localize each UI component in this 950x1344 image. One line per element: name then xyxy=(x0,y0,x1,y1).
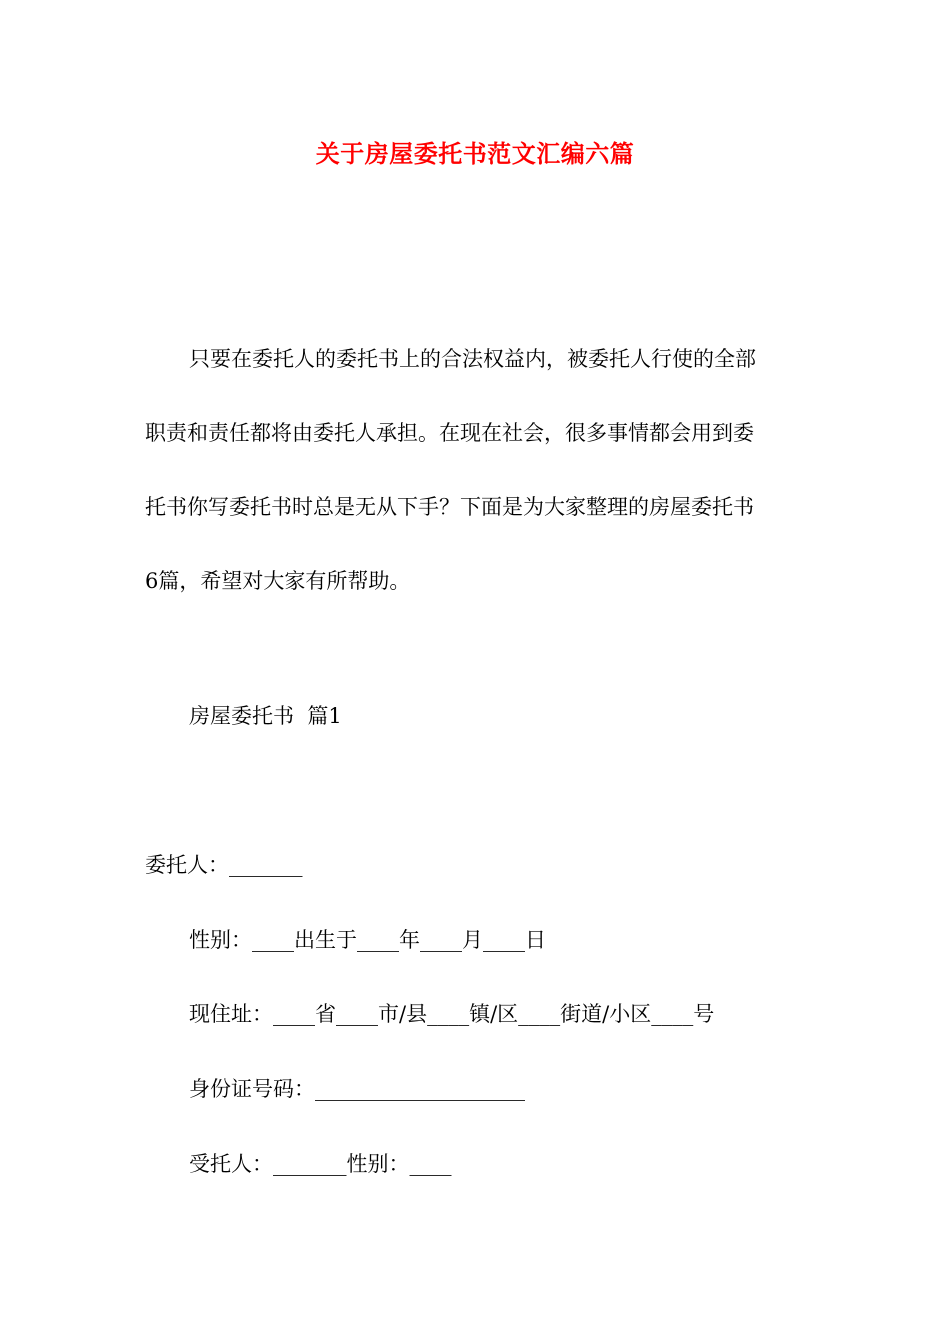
principal-field: 委托人：_______ xyxy=(145,853,303,877)
intro-line: 托书你写委托书时总是无从下手？下面是为大家整理的房屋委托书 xyxy=(145,495,754,519)
intro-line: 职责和责任都将由委托人承担。在现在社会，很多事情都会用到委 xyxy=(145,421,754,445)
address-field: 现住址：____省____市/县____镇/区____街道/小区____号 xyxy=(189,1002,715,1026)
section-heading: 房屋委托书 篇1 xyxy=(189,704,342,728)
intro-line: 只要在委托人的委托书上的合法权益内，被委托人行使的全部 xyxy=(189,347,756,371)
id-number-field: 身份证号码：____________________ xyxy=(189,1077,525,1101)
agent-field: 受托人：_______性别：____ xyxy=(189,1152,452,1176)
document-title: 关于房屋委托书范文汇编六篇 xyxy=(315,139,635,168)
intro-paragraph xyxy=(145,322,807,618)
gender-birth-field: 性别：____出生于____年____月____日 xyxy=(189,928,546,952)
intro-line: 6篇，希望对大家有所帮助。 xyxy=(145,569,411,593)
